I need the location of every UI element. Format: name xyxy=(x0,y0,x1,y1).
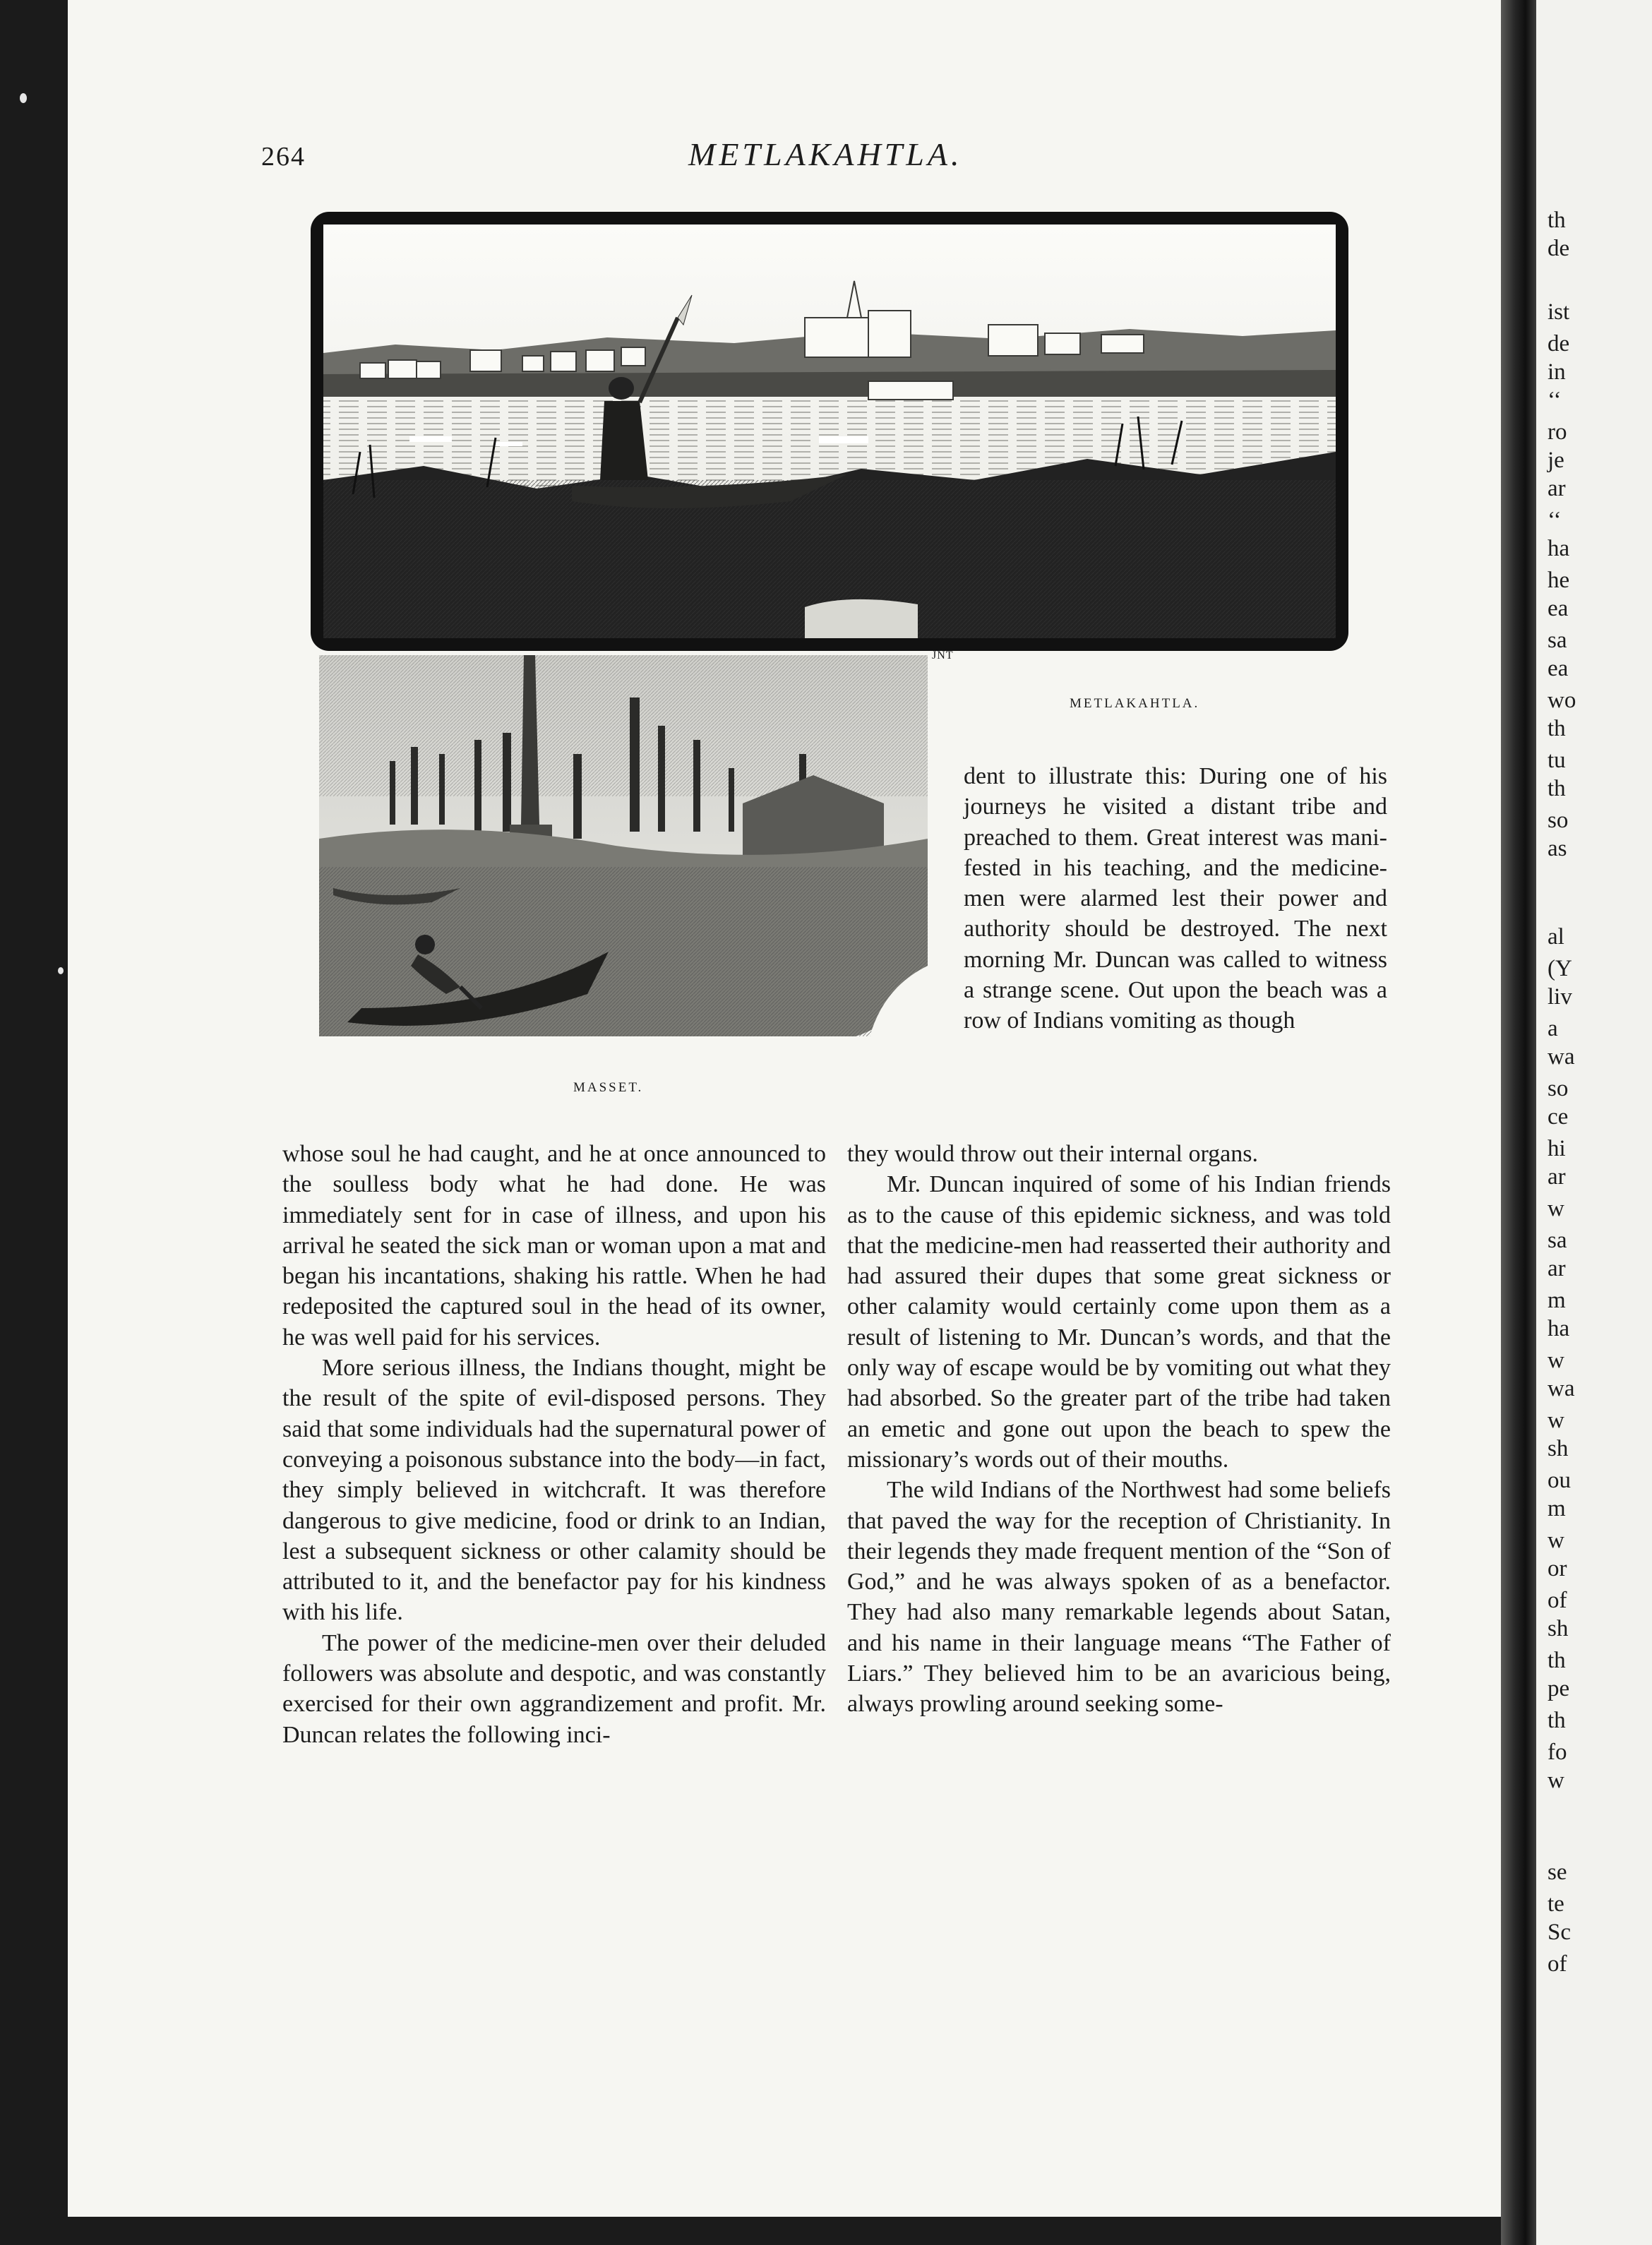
text-column-right xyxy=(847,1139,1391,1720)
facing-page-fragment: ha xyxy=(1548,536,1570,561)
facing-page-fragment: th xyxy=(1548,208,1566,233)
facing-page-fragment: th xyxy=(1548,776,1566,801)
facing-page-fragment: m xyxy=(1548,1288,1566,1313)
facing-page-fragment: ea xyxy=(1548,596,1569,621)
facing-page-fragment: Sc xyxy=(1548,1920,1571,1945)
running-title: METLAKAHTLA. xyxy=(688,136,963,172)
facing-page-fragment: wa xyxy=(1548,1376,1575,1401)
facing-page-fragment: ar xyxy=(1548,476,1566,501)
facing-page-fragment: w xyxy=(1548,1528,1564,1553)
facing-page-fragment: liv xyxy=(1548,984,1572,1010)
facing-page-fragment: hi xyxy=(1548,1136,1566,1161)
facing-page-fragment: of xyxy=(1548,1951,1567,1977)
facing-page-fragment: ist xyxy=(1548,299,1570,325)
facing-page-fragment: w xyxy=(1548,1196,1564,1221)
facing-page-fragment: ha xyxy=(1548,1316,1570,1341)
masset-engraving xyxy=(319,655,928,1043)
paragraph: More serious illness, the Indians thought, might be the result of the spite of evil-disposed persons. They said that some individuals had the supernatural power of conveying a poisonous substance into the body—in fact, they simply believed in witchcraft. It was therefore dangerous to give medicine, food or drink to an Indian, lest a subsequent sickness or other calamity should be attributed to it, and the benefactor pay for his kindness with his life. xyxy=(282,1355,826,1626)
facing-page-fragment: wa xyxy=(1548,1044,1575,1070)
facing-page-fragment: th xyxy=(1548,1708,1566,1733)
facing-page-fragment: ro xyxy=(1548,419,1567,445)
paragraph: dent to illustrate this: During one of his journeys he visited a distant tribe and preached to them. Great interest was manifested in his teaching, and the medicine-men were alarmed lest their power and authority should be destroyed. The next morning Mr. Duncan was called to witness a strange scene. Out upon the beach was a row of Indians vomiting as though xyxy=(964,763,1387,1034)
facing-page-fragment: so xyxy=(1548,808,1569,833)
facing-page-fragment: a xyxy=(1548,1016,1558,1041)
book-gutter xyxy=(1501,0,1536,2245)
facing-page-fragment: th xyxy=(1548,1648,1566,1673)
facing-page-fragment: ‘‘ xyxy=(1548,388,1562,413)
paragraph: Mr. Duncan inquired of some of his Indian friends as to the cause of this epidemic sickness, and was told that the medicine-men had reasserted their authority and had assured their dupes that some great sickness or other calamity would certainly come upon them as a result of listening to Mr. Duncan’s words, and that the only way of escape would be by vomiting out what they had absorbed. So the greater part of the tribe had taken an emetic and gone out upon the beach to spew the missionary’s words out of their mouths. xyxy=(847,1171,1391,1473)
metlakahtla-engraving xyxy=(311,212,1348,651)
page-number: 264 xyxy=(261,142,306,172)
facing-page-fragment: or xyxy=(1548,1556,1567,1581)
facing-page-fragment: ‘‘ xyxy=(1548,508,1562,533)
facing-page-fragment: se xyxy=(1548,1860,1567,1885)
facing-page-fragment: sh xyxy=(1548,1436,1569,1461)
facing-page-fragment: sa xyxy=(1548,1228,1567,1253)
paragraph: The power of the medicine-men over their deluded followers was absolute and despotic, and was constantly exercised for their own aggrandizement and profit. Mr. Duncan relates the following inci- xyxy=(282,1629,826,1748)
facing-page-fragment: tu xyxy=(1548,748,1566,773)
facing-page-fragment: de xyxy=(1548,236,1570,261)
text-column-upper-right xyxy=(964,761,1387,1036)
paragraph: whose soul he had caught, and he at once announced to the soulless body what he had done. He was immediately sent for in case of illness, and upon his arrival he seated the sick man or woman upon a mat and began his incantations, shaking his rattle. When he had redeposited the captured soul in the head of its owner, he was well paid for his services. xyxy=(282,1141,826,1351)
metlakahtla-caption: METLAKAHTLA. xyxy=(1070,696,1200,711)
facing-page-fragment: je xyxy=(1548,448,1564,473)
facing-page-fragment: m xyxy=(1548,1496,1566,1521)
facing-page-fragment: fo xyxy=(1548,1740,1567,1765)
engraver-mark: JNT xyxy=(932,649,954,661)
facing-page-fragment: ar xyxy=(1548,1164,1566,1190)
facing-page-fragment: so xyxy=(1548,1076,1569,1101)
facing-page-fragment: ea xyxy=(1548,656,1569,681)
masset-caption: MASSET. xyxy=(573,1080,644,1095)
facing-page-fragment: sh xyxy=(1548,1616,1569,1641)
facing-page-fragment: pe xyxy=(1548,1676,1570,1701)
facing-page-fragment: ce xyxy=(1548,1104,1569,1130)
text-column-left xyxy=(282,1139,826,1750)
facing-page-fragment: al xyxy=(1548,924,1564,950)
facing-page-fragment: w xyxy=(1548,1768,1564,1793)
facing-page-fragment: sa xyxy=(1548,628,1567,653)
facing-page-fragment: te xyxy=(1548,1891,1564,1917)
facing-page-fragment: he xyxy=(1548,568,1570,593)
scan-speck xyxy=(58,967,64,974)
facing-page-fragment: w xyxy=(1548,1348,1564,1373)
facing-page-fragment: in xyxy=(1548,359,1566,385)
facing-page-fragment: de xyxy=(1548,331,1570,357)
facing-page-fragment: wo xyxy=(1548,688,1576,713)
facing-page-fragment: as xyxy=(1548,836,1567,861)
facing-page-edge xyxy=(1536,0,1652,2245)
paragraph: The wild Indians of the Northwest had some beliefs that paved the way for the reception of Christianity. In their legends they made frequent mention of the “Son of God,” and he was always spoken of as a benefactor. They had also many remarkable legends about Satan, and his name in their language means “The Father of Liars.” They believed him to be an avaricious being, always prowling around seeking some- xyxy=(847,1477,1391,1718)
facing-page-fragment: (Y xyxy=(1548,956,1572,981)
facing-page-fragment: w xyxy=(1548,1408,1564,1433)
facing-page-fragment: ou xyxy=(1548,1468,1571,1493)
scan-speck xyxy=(20,93,27,103)
paragraph: they would throw out their internal organs. xyxy=(847,1141,1258,1167)
facing-page-fragment: th xyxy=(1548,716,1566,741)
facing-page-fragment: of xyxy=(1548,1588,1567,1613)
facing-page-fragment: ar xyxy=(1548,1256,1566,1281)
